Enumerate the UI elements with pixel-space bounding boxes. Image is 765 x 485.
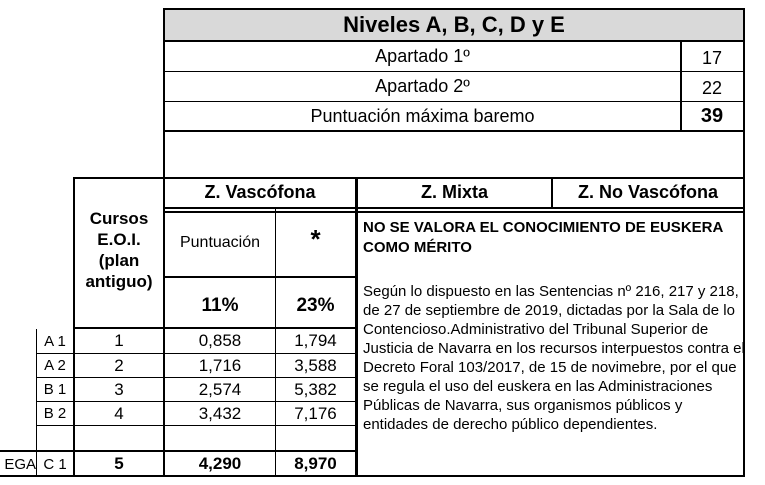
curso-cell: 2 [114, 355, 124, 375]
puntuacion-maxima-value: 39 [700, 104, 724, 127]
header-title: Niveles A, B, C, D y E [165, 10, 743, 40]
zone-vascofona: Z. Vascófona [204, 182, 316, 202]
apartado-1-label: Apartado 1º [375, 45, 470, 66]
prefix-label: EGA [4, 455, 36, 473]
points-cell: 2,574 [198, 379, 242, 399]
puntuacion-label: Puntuación [179, 233, 261, 251]
curso-cell: 5 [114, 454, 124, 473]
percent-1: 11% [201, 295, 239, 316]
asterisk-label: * [310, 223, 321, 254]
points-cell: 7,176 [294, 403, 337, 423]
curso-cell: 4 [114, 403, 124, 423]
level-cell: B 1 [43, 381, 67, 398]
points-cell: 4,290 [198, 454, 242, 473]
points-cell: 3,432 [198, 403, 242, 423]
points-cell: 1,716 [198, 355, 242, 375]
cursos-header: Cursos E.O.I. (plan antiguo) [85, 209, 153, 291]
points-cell: 5,382 [294, 379, 337, 399]
level-cell: B 2 [43, 405, 67, 422]
points-cell: 1,794 [294, 331, 337, 350]
level-cell: A 2 [44, 357, 66, 374]
curso-cell: 1 [114, 331, 124, 350]
apartado-2-label: Apartado 2º [375, 75, 470, 96]
note-body: Según lo dispuesto en las Sentencias nº 216, 217 y 218, de 27 de septiembre de 2019, dictadas por la Sala de lo Contencioso.Administrativo del Tribunal Superior de Justicia de Navarra en los recursos interpuestos contra el Decreto Foral 103/2017, de 15 de novimebre, por el que se regula el uso del euskera en las Administraciones Públicas de Navarra, sus organismos públicos y entidades de derecho público dependientes. [363, 283, 745, 433]
points-cell: 0,858 [198, 331, 242, 350]
note-title: NO SE VALORA EL CONOCIMIENTO DE EUSKERA COMO MÉRITO [363, 219, 723, 256]
apartado-1-value: 17 [701, 47, 723, 68]
level-cell: C 1 [43, 455, 67, 473]
percent-2: 23% [296, 295, 335, 316]
zone-mixta: Z. Mixta [420, 182, 488, 202]
zone-no-vascofona: Z. No Vascófona [577, 182, 719, 202]
level-cell: A 1 [44, 332, 66, 350]
curso-cell: 3 [114, 379, 124, 399]
points-cell: 8,970 [294, 454, 337, 473]
points-cell: 3,588 [294, 355, 337, 375]
apartado-2-value: 22 [701, 77, 723, 98]
puntuacion-maxima-label: Puntuación máxima baremo [310, 105, 535, 126]
